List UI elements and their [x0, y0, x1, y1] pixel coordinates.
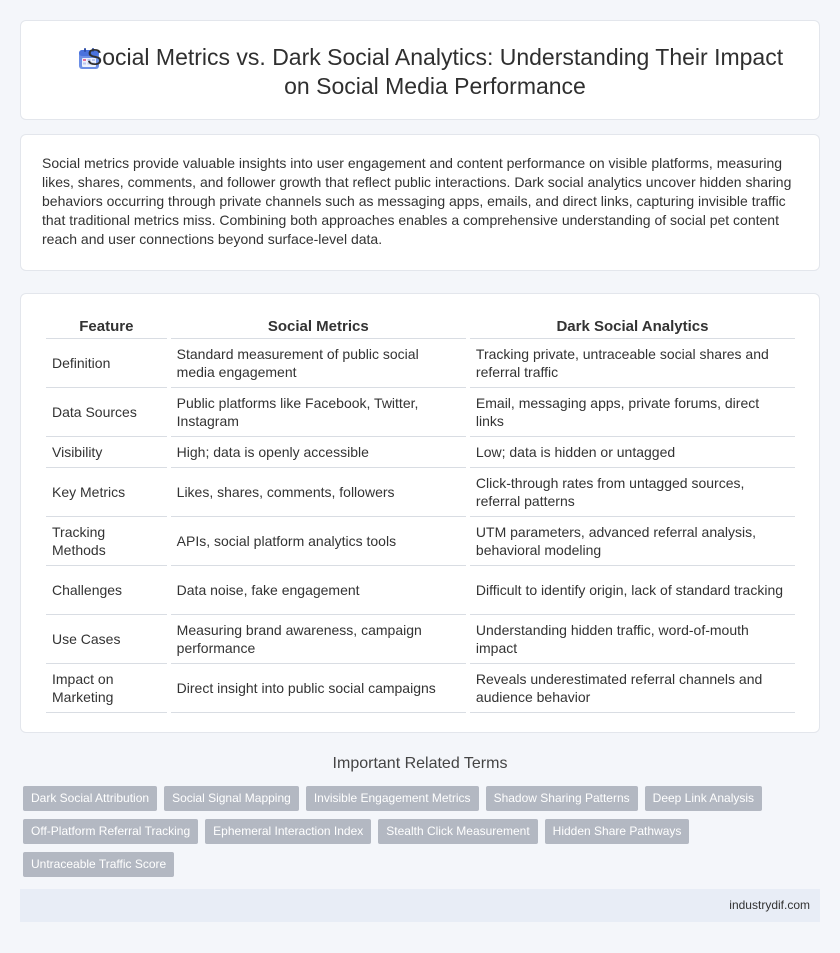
related-term-tag[interactable]: Untraceable Traffic Score	[23, 852, 174, 877]
table-row	[46, 468, 795, 517]
table-cell: Use Cases	[46, 615, 167, 664]
table-cell: Definition	[46, 339, 167, 388]
page-title: Social Metrics vs. Dark Social Analytics: Understanding Their Impact on Social Media Performance	[86, 44, 784, 99]
table-cell: Likes, shares, comments, followers	[171, 468, 466, 517]
related-term-tag[interactable]: Shadow Sharing Patterns	[486, 786, 638, 811]
table-cell: Key Metrics	[46, 468, 167, 517]
related-term-tag[interactable]: Deep Link Analysis	[645, 786, 762, 811]
table-cell: Measuring brand awareness, campaign performance	[171, 615, 466, 664]
table-row	[46, 664, 795, 713]
table-cell: Email, messaging apps, private forums, direct links	[470, 388, 795, 437]
related-term-tag[interactable]: Dark Social Attribution	[23, 786, 157, 811]
footer-site-link[interactable]: industrydif.com	[729, 898, 810, 912]
table-row	[46, 517, 795, 566]
table-cell: Tracking Methods	[46, 517, 167, 566]
table-cell: APIs, social platform analytics tools	[171, 517, 466, 566]
table-cell: High; data is openly accessible	[171, 437, 466, 468]
table-row	[46, 566, 795, 615]
related-terms-tags	[23, 786, 813, 877]
table-cell: Public platforms like Facebook, Twitter, Instagram	[171, 388, 466, 437]
table-cell: Data noise, fake engagement	[171, 566, 466, 615]
table-cell: Data Sources	[46, 388, 167, 437]
header-feature: Feature	[46, 317, 167, 339]
table-cell: Direct insight into public social campaigns	[171, 664, 466, 713]
table-cell: Reveals underestimated referral channels and audience behavior	[470, 664, 795, 713]
footer	[20, 889, 820, 922]
table-row	[46, 437, 795, 468]
related-term-tag[interactable]: Social Signal Mapping	[164, 786, 299, 811]
table-row	[46, 615, 795, 664]
header-dark-social-analytics: Dark Social Analytics	[470, 317, 795, 339]
related-term-tag[interactable]: Stealth Click Measurement	[378, 819, 537, 844]
table-cell: Click-through rates from untagged sources, referral patterns	[470, 468, 795, 517]
intro-card	[20, 134, 820, 271]
table-row	[46, 339, 795, 388]
related-terms-title: Important Related Terms	[332, 755, 508, 772]
related-term-tag[interactable]: Invisible Engagement Metrics	[306, 786, 479, 811]
table-cell: Visibility	[46, 437, 167, 468]
table-row	[46, 388, 795, 437]
header-social-metrics: Social Metrics	[171, 317, 466, 339]
table-cell: Standard measurement of public social media engagement	[171, 339, 466, 388]
table-cell: Challenges	[46, 566, 167, 615]
table-cell: Low; data is hidden or untagged	[470, 437, 795, 468]
comparison-table	[42, 317, 799, 713]
table-cell: Difficult to identify origin, lack of standard tracking	[470, 566, 795, 615]
table-cell: Understanding hidden traffic, word-of-mouth impact	[470, 615, 795, 664]
title-card	[20, 20, 820, 120]
table-cell: Impact on Marketing	[46, 664, 167, 713]
table-cell: Tracking private, untraceable social shares and referral traffic	[470, 339, 795, 388]
comparison-table-card	[20, 293, 820, 733]
related-term-tag[interactable]: Hidden Share Pathways	[545, 819, 690, 844]
related-term-tag[interactable]: Ephemeral Interaction Index	[205, 819, 371, 844]
table-cell: UTM parameters, advanced referral analysis, behavioral modeling	[470, 517, 795, 566]
related-term-tag[interactable]: Off-Platform Referral Tracking	[23, 819, 198, 844]
intro-paragraph: Social metrics provide valuable insights into user engagement and content performance on visible platforms, measuring likes, shares, comments, and follower growth that reflect public interactions. Dark social analytics uncover hidden sharing behaviors occurring through private channels such as messaging apps, emails, and direct links, capturing invisible traffic that traditional metrics miss. Combining both approaches enables a comprehensive understanding of social pet content reach and user connections beyond surface-level data.	[42, 155, 792, 247]
